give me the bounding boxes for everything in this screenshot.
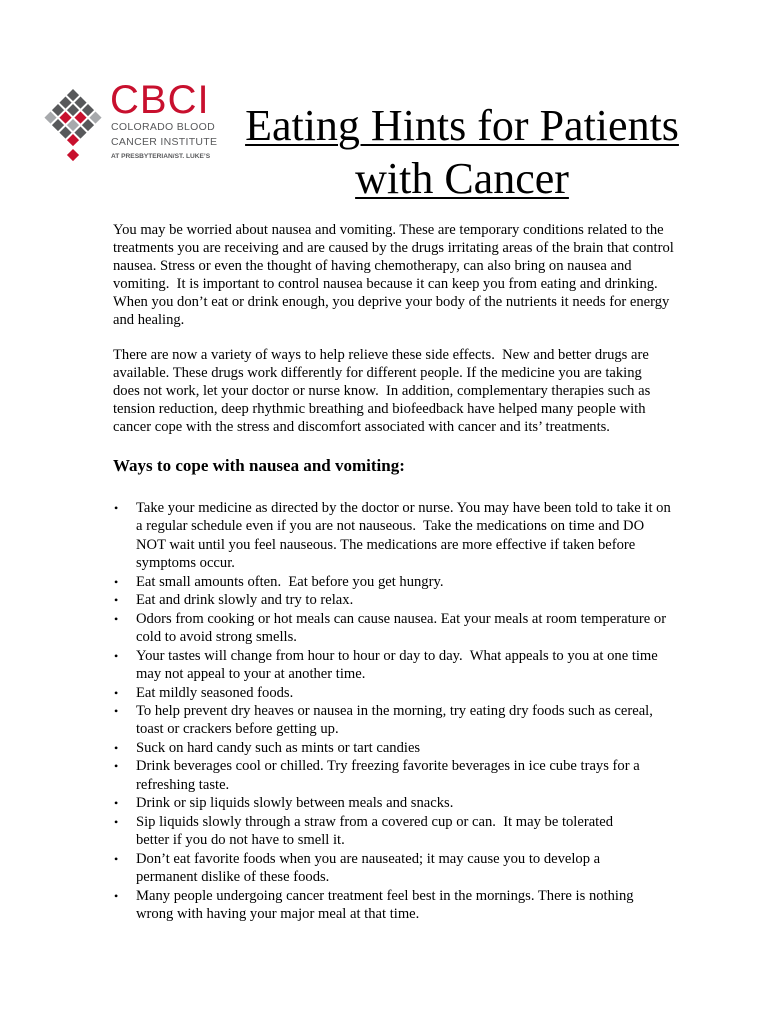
logo-square — [74, 126, 86, 138]
list-item-line: Drink or sip liquids slowly between meals and snacks. — [136, 795, 454, 812]
bullet-icon: • — [114, 685, 119, 700]
logo-wordmark: CBCI — [110, 78, 210, 122]
logo-square — [59, 97, 71, 109]
list-item — [113, 702, 671, 739]
logo-diamond-mark — [40, 82, 106, 168]
list-item — [113, 794, 671, 812]
paragraph-line: available. These drugs work differently for different people. If the medicine you are taking — [113, 365, 642, 381]
logo-subtitle-line-3: AT PRESBYTERIAN/ST. LUKE’S — [111, 153, 211, 160]
logo-square — [52, 104, 64, 116]
logo-square — [67, 134, 79, 146]
tips-list — [113, 499, 671, 923]
bullet-icon: • — [114, 851, 119, 866]
list-item-line: cold to avoid strong smells. — [136, 629, 297, 646]
logo-square — [59, 126, 71, 138]
list-item-line: Suck on hard candy such as mints or tart candies — [136, 739, 421, 756]
list-item-line: Many people undergoing cancer treatment feel best in the mornings. There is nothing — [136, 887, 634, 904]
list-item-line: refreshing taste. — [136, 776, 230, 793]
list-item-line: Eat mildly seasoned foods. — [136, 684, 294, 701]
list-item-line: permanent dislike of these foods. — [136, 869, 330, 886]
list-item-line: wrong with having your major meal at that time. — [136, 905, 420, 922]
paragraph-line: There are now a variety of ways to help relieve these side effects. New and better drugs are — [113, 347, 649, 363]
paragraph-line: nausea. Stress or even the thought of having chemotherapy, can also bring on nausea and — [113, 258, 632, 274]
list-item — [113, 887, 671, 924]
paragraph-line: treatments you are receiving and are caused by the drugs irritating areas of the brain that control — [113, 240, 674, 256]
logo-subtitle-line-1: COLORADO BLOOD — [111, 121, 215, 133]
logo-square — [82, 104, 94, 116]
list-item — [113, 591, 671, 609]
section-heading: Ways to cope with nausea and vomiting: — [113, 456, 405, 475]
list-item-line: toast or crackers before getting up. — [136, 721, 339, 738]
list-item-line: symptoms occur. — [136, 555, 235, 572]
list-item — [113, 813, 671, 850]
logo-square — [59, 112, 71, 124]
paragraph-line: does not work, let your doctor or nurse know. In addition, complementary therapies such as — [113, 383, 651, 399]
bullet-icon: • — [114, 501, 119, 515]
bullet-icon: • — [114, 593, 119, 608]
logo-square — [82, 119, 94, 131]
list-item-line: To help prevent dry heaves or nausea in the morning, try eating dry foods such as cereal, — [136, 702, 653, 719]
title-line-1: Eating Hints for Patients — [245, 101, 679, 150]
bullet-icon: • — [114, 796, 119, 811]
paragraph-line: and healing. — [113, 312, 185, 328]
logo-square — [67, 89, 79, 101]
list-item-line: Sip liquids slowly through a straw from a covered cup or can. It may be tolerated — [136, 813, 614, 830]
bullet-icon: • — [114, 703, 119, 718]
intro-paragraph — [113, 221, 674, 329]
list-item-line: a regular schedule even if you are not nauseous. Take the medications on time and DO — [136, 518, 645, 535]
bullet-icon: • — [114, 759, 119, 774]
list-item-line: Take your medicine as directed by the doctor or nurse. You may have been told to take it on — [136, 500, 671, 516]
list-item-line: Eat and drink slowly and try to relax. — [136, 592, 354, 609]
bullet-icon: • — [114, 574, 119, 589]
logo-subtitle-line-2: CANCER INSTITUTE — [111, 136, 218, 148]
logo-square — [67, 119, 79, 131]
list-item — [113, 684, 671, 702]
bullet-icon: • — [114, 611, 119, 626]
list-item — [113, 850, 671, 887]
logo-square — [44, 112, 56, 124]
title-line-2: with Cancer — [355, 154, 569, 203]
list-item — [113, 610, 671, 647]
list-item-line: may not appeal to your at another time. — [136, 666, 366, 683]
logo-square — [74, 97, 86, 109]
logo-square — [67, 104, 79, 116]
list-item — [113, 647, 671, 684]
paragraph-line: You may be worried about nausea and vomiting. These are temporary conditions related to the — [113, 222, 664, 238]
list-item-line: NOT wait until you feel nauseous. The medications are more effective if taken before — [136, 536, 636, 553]
list-item — [113, 499, 671, 573]
logo-square — [52, 119, 64, 131]
paragraph-line: vomiting. It is important to control nausea because it can keep you from eating and drinking. — [113, 276, 658, 292]
bullet-icon: • — [114, 648, 119, 663]
list-item-line: Don’t eat favorite foods when you are nauseated; it may cause you to develop a — [136, 850, 601, 867]
bullet-icon: • — [114, 740, 119, 755]
list-item-line: better if you do not have to smell it. — [136, 832, 345, 849]
list-item-line: Your tastes will change from hour to hour or day to day. What appeals to you at one time — [136, 647, 658, 664]
list-item — [113, 739, 671, 757]
paragraph-line: cancer cope with the stress and discomfort associated with cancer and its’ treatments. — [113, 419, 610, 435]
list-item — [113, 573, 671, 591]
paragraph-line: When you don’t eat or drink enough, you deprive your body of the nutrients it needs for energy — [113, 294, 670, 310]
list-item-line: Eat small amounts often. Eat before you get hungry. — [136, 573, 444, 590]
page-title — [232, 99, 692, 205]
list-item-line: Odors from cooking or hot meals can cause nausea. Eat your meals at room temperature or — [136, 610, 667, 627]
bullet-icon: • — [114, 814, 119, 829]
list-item-line: Drink beverages cool or chilled. Try freezing favorite beverages in ice cube trays for a — [136, 758, 640, 775]
logo-square — [89, 112, 101, 124]
logo-square — [67, 149, 79, 161]
bullet-icon: • — [114, 888, 119, 903]
list-item — [113, 757, 671, 794]
relief-paragraph — [113, 346, 650, 436]
logo-square — [74, 112, 86, 124]
paragraph-line: tension reduction, deep rhythmic breathing and biofeedback have helped many people with — [113, 401, 646, 417]
